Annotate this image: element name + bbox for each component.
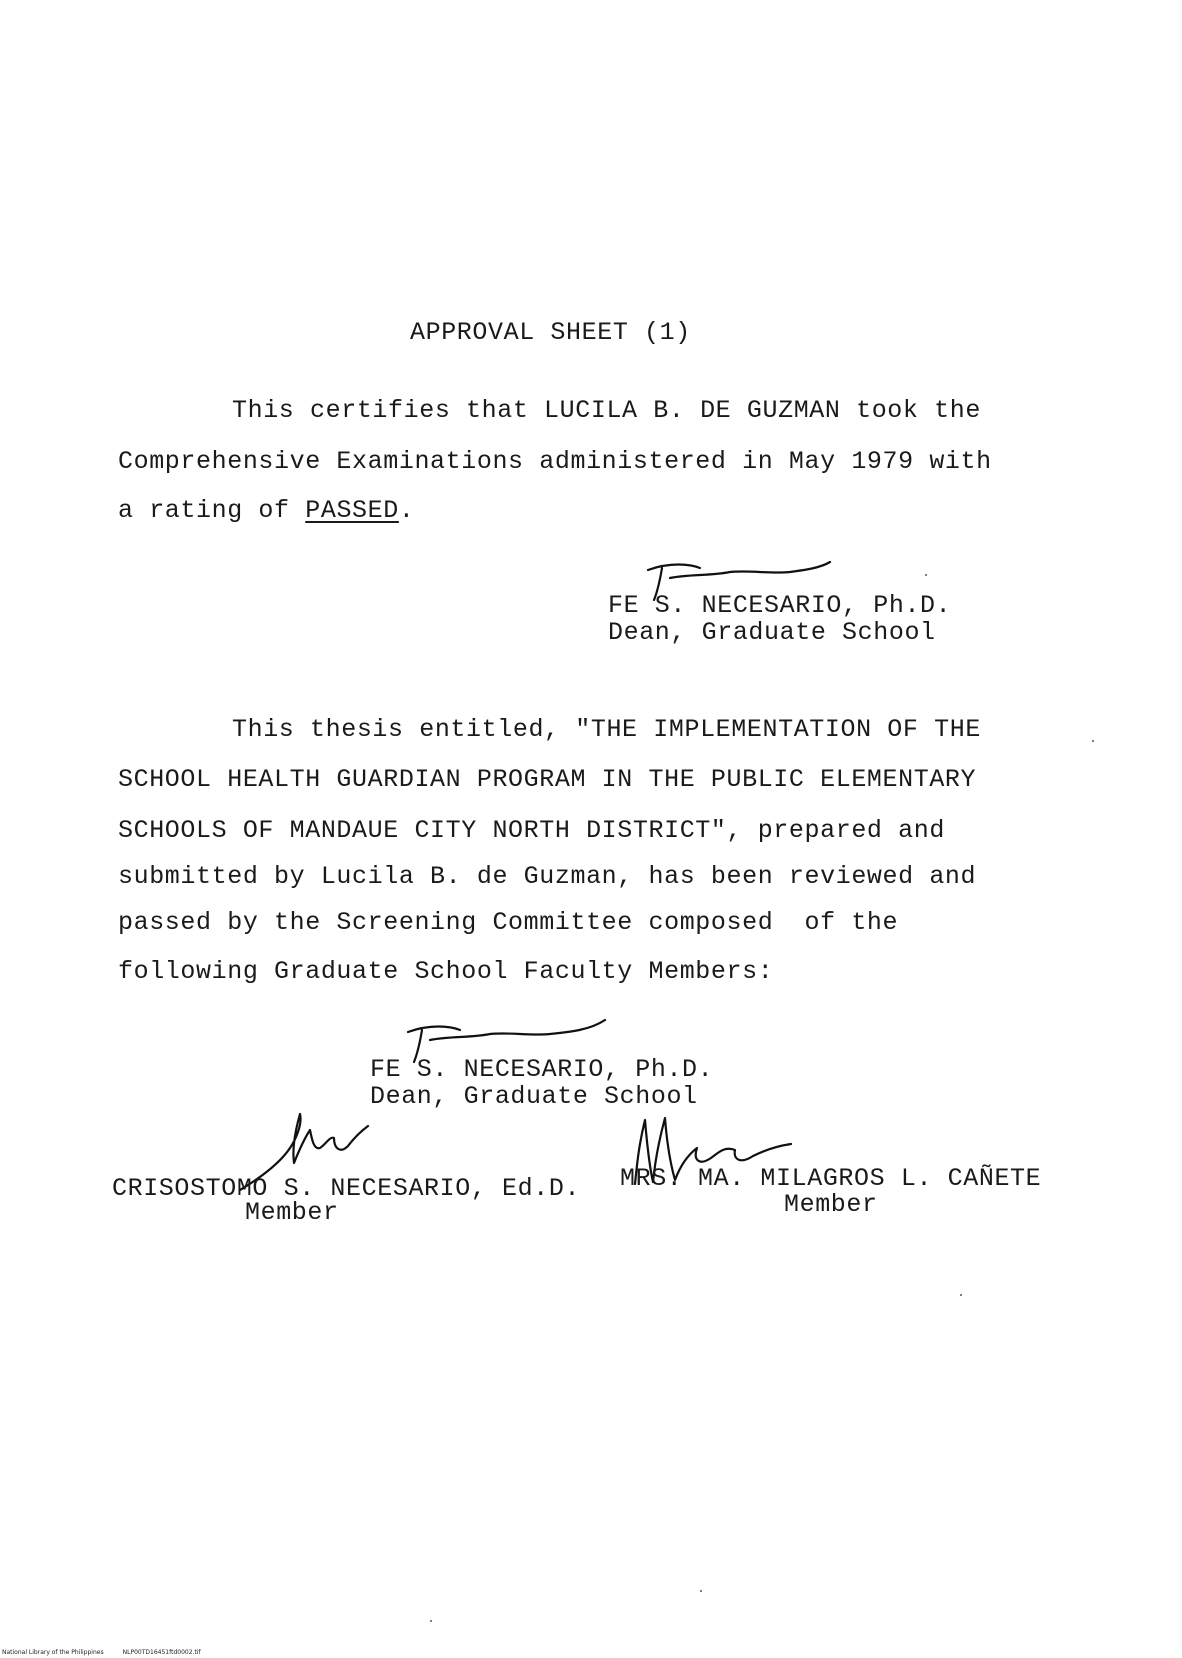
member-right-role: Member [784,1190,878,1219]
scan-speck [430,1620,432,1622]
dean-title-1: Dean, Graduate School [608,618,936,647]
scan-speck [1092,740,1094,742]
footer-library: National Library of the Philippines [2,1649,104,1656]
thesis-line-4: submitted by Lucila B. de Guzman, has been reviewed and [118,862,977,891]
scan-speck [925,574,927,576]
page-title: APPROVAL SHEET (1) [410,318,691,347]
member-left-role: Member [245,1198,339,1227]
rating-suffix: . [398,496,415,525]
certification-line-2: Comprehensive Examinations administered in May 1979 with [118,447,992,476]
dean-title-2: Dean, Graduate School [370,1082,698,1111]
thesis-line-5: passed by the Screening Committee composed of the [118,908,899,937]
rating-prefix: a rating of [118,496,306,525]
dean-name-1: FE S. NECESARIO, Ph.D. [608,591,952,620]
thesis-line-1: This thesis entitled, "THE IMPLEMENTATION OF THE [232,715,981,744]
member-right-name: MRS. MA. MILAGROS L. CAÑETE [620,1164,1042,1193]
scan-speck [960,1294,962,1296]
footer-file: NLP00TD16451ftd0002.tif [122,1649,201,1656]
certification-line-3 [118,496,414,525]
footer [2,1649,201,1656]
thesis-line-2: SCHOOL HEALTH GUARDIAN PROGRAM IN THE PUBLIC ELEMENTARY [118,765,977,794]
scan-speck [700,1590,702,1592]
certification-line-1: This certifies that LUCILA B. DE GUZMAN took the [232,396,981,425]
member-left-name: CRISOSTOMO S. NECESARIO, Ed.D. [112,1174,581,1203]
dean-name-2: FE S. NECESARIO, Ph.D. [370,1055,714,1084]
thesis-line-6: following Graduate School Faculty Members: [118,957,774,986]
rating-value: PASSED [305,496,399,525]
thesis-line-3: SCHOOLS OF MANDAUE CITY NORTH DISTRICT", prepared and [118,816,945,845]
